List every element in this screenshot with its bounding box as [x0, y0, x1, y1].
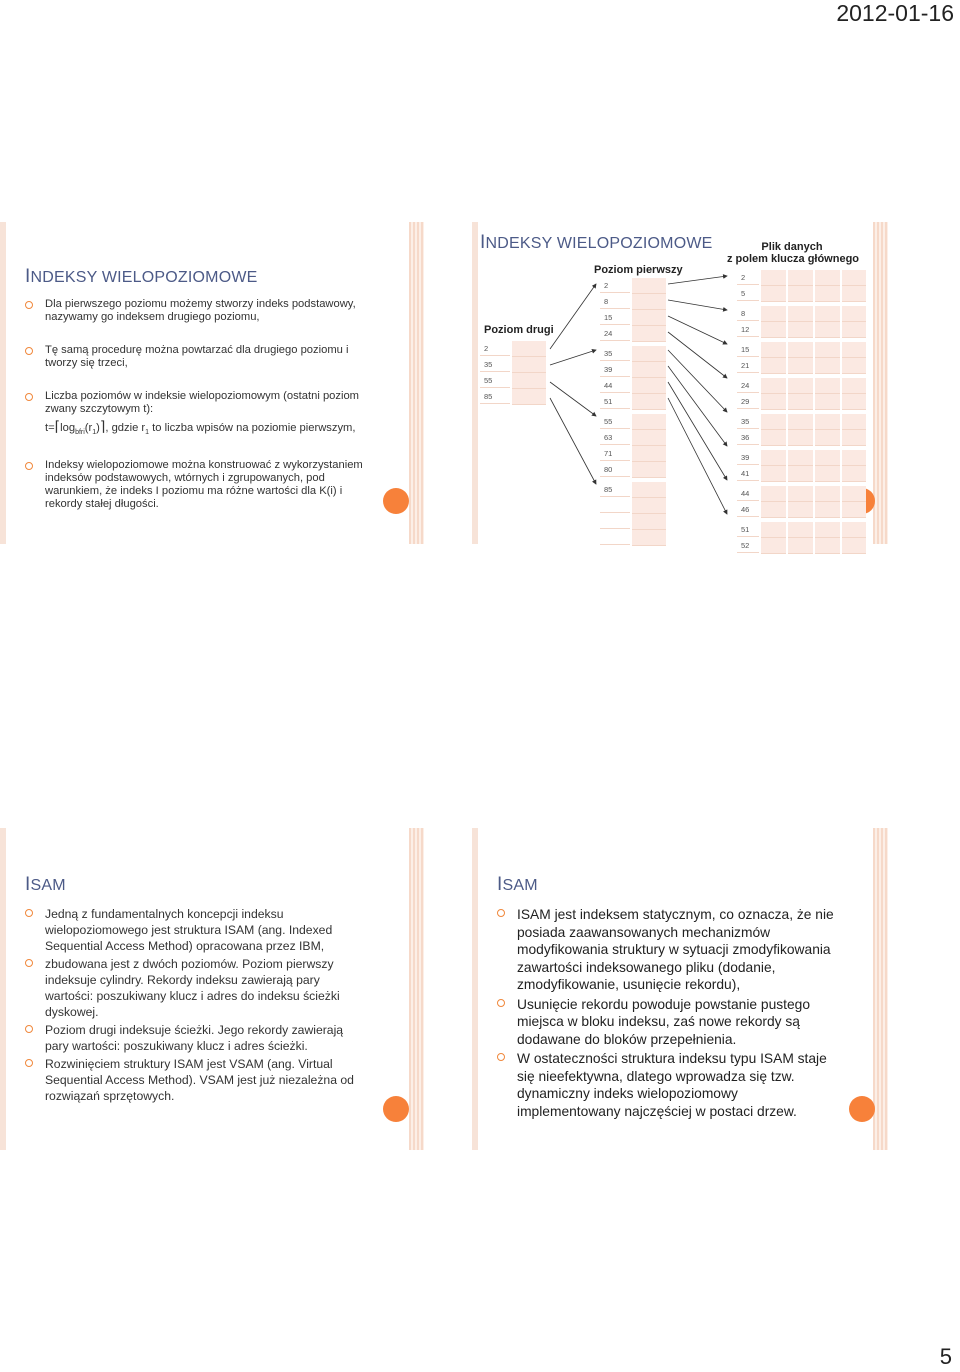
slide-multilevel-index-text [8, 222, 428, 544]
page-date: 2012-01-16 [836, 0, 954, 26]
bullet-icon [497, 909, 505, 917]
index-key-cell: 24 [600, 326, 630, 341]
record-key-cell: 52 [737, 538, 759, 553]
index-key-cell: 63 [600, 430, 630, 445]
slide-edge-decoration [0, 222, 6, 544]
slide-title: ISAM [25, 874, 66, 895]
list-item: W ostateczności struktura indeksu typu ISAM staje się nieefektywna, dlatego wprowadza się tzw. dynamiczny indeks wielopoziomowy implementowany najczęściej w postaci drzew. [495, 1050, 845, 1120]
record-key-cell: 8 [737, 306, 759, 321]
record-key-cell: 24 [737, 378, 759, 393]
list-item: Rozwinięciem struktury ISAM jest VSAM (ang. Virtual Sequential Access Method). VSAM jest już niezależna od rozwiązań sprzętowych. [23, 1056, 363, 1104]
list-item: Jedną z fundamentalnych koncepcji indeksu wielopoziomowego jest struktura ISAM (ang. Indexed Sequential Access Method) opracowana przez IBM, [23, 906, 363, 954]
slide-isam-details [472, 828, 892, 1150]
record-key-cell: 44 [737, 486, 759, 501]
slide-edge-decoration [472, 828, 478, 1150]
slide-multilevel-index-diagram [472, 222, 892, 550]
bullet-icon [25, 959, 33, 967]
list-item: Liczba poziomów w indeksie wielopoziomowym (ostatni poziom zwany szczytowym t): $t=⌈\log_{bfri}(r_1)⌉$, gdzie $r_1$ to liczba wpisów na poziomie pierwszym, [23, 390, 363, 439]
level2-index-block [480, 341, 548, 405]
list-item: Indeksy wielopoziomowe można konstruować z wykorzystaniem indeksów podstawowych, wtórnych i zgrupowanych, pod warunkiem, że indeks I poziomu ma różne wartości dla K(i) i rekordy stałej długości. [23, 459, 363, 511]
index-key-cell: 44 [600, 378, 630, 393]
orange-dot-decoration [383, 488, 409, 514]
record-key-cell: 5 [737, 286, 759, 301]
record-key-cell: 39 [737, 450, 759, 465]
bullet-icon [497, 1053, 505, 1061]
index-key-cell: 51 [600, 394, 630, 409]
slide-stripe-decoration [409, 222, 424, 544]
slide-title: INDEKSY WIELOPOZIOMOWE [25, 266, 258, 287]
orange-dot-decoration [383, 1096, 409, 1122]
list-item: Poziom drugi indeksuje ścieżki. Jego rekordy zawierają pary wartości: poszukiwany klucz i adres ścieżki. [23, 1022, 363, 1054]
page-number: 5 [939, 1344, 952, 1369]
index-key-cell [600, 514, 630, 529]
record-key-cell: 35 [737, 414, 759, 429]
index-key-cell: 15 [600, 310, 630, 325]
index-key-cell: 35 [600, 346, 630, 361]
level1-label: Poziom pierwszy [594, 264, 683, 276]
record-key-cell: 15 [737, 342, 759, 357]
index-key-cell: 85 [480, 389, 510, 404]
list-item: Dla pierwszego poziomu możemy stworzy indeks podstawowy, nazywamy go indeksem drugiego poziomu, [23, 298, 363, 324]
bullet-icon [25, 347, 33, 355]
bullet-icon [25, 462, 33, 470]
bullet-icon [25, 301, 33, 309]
record-key-cell: 36 [737, 430, 759, 445]
index-key-cell: 35 [480, 357, 510, 372]
record-key-cell: 51 [737, 522, 759, 537]
list-item: ISAM jest indeksem statycznym, co oznacza, że nie posiada zaawansowanych mechanizmów modyfikowania struktury w sytuacji zmodyfikowania zawartości indeksowanego pliku (dodanie, zmodyfikowanie, usunięcie rekordu), [495, 906, 845, 994]
level2-label: Poziom drugi [484, 324, 554, 336]
list-item: Tę samą procedurę można powtarzać dla drugiego poziomu i tworzy się trzeci, [23, 344, 363, 370]
record-key-cell: 46 [737, 502, 759, 517]
slide-isam-intro [8, 828, 428, 1150]
bullet-list [23, 906, 363, 1104]
index-key-cell [600, 498, 630, 513]
slide-stripe-decoration [409, 828, 424, 1150]
index-key-cell: 2 [600, 278, 630, 293]
record-key-cell: 21 [737, 358, 759, 373]
slide-edge-decoration [0, 828, 6, 1150]
slide-stripe-decoration [873, 828, 888, 1150]
slide-title: ISAM [497, 874, 538, 895]
index-key-cell: 71 [600, 446, 630, 461]
list-item: zbudowana jest z dwóch poziomów. Poziom pierwszy indeksuje cylindry. Rekordy indeksu zawierają pary wartości: poszukiwany klucz i adres do indeksu ścieżki dyskowej. [23, 956, 363, 1020]
data-file-blocks [737, 270, 868, 554]
bullet-icon [25, 1025, 33, 1033]
index-key-cell: 2 [480, 341, 510, 356]
bullet-icon [25, 1059, 33, 1067]
slide-title: INDEKSY WIELOPOZIOMOWE [480, 232, 713, 253]
index-key-cell [600, 530, 630, 545]
bullet-icon [25, 909, 33, 917]
index-key-cell: 55 [600, 414, 630, 429]
bullet-list [495, 906, 845, 1120]
index-key-cell: 55 [480, 373, 510, 388]
record-key-cell: 12 [737, 322, 759, 337]
datafile-label: Plik danych z polem klucza głównego [727, 241, 860, 265]
record-key-cell: 41 [737, 466, 759, 481]
formula-line: $t=⌈\log_{bfri}(r_1)⌉$, gdzie $r_1$ to liczba wpisów na poziomie pierwszym, [45, 418, 356, 437]
list-item: Usunięcie rekordu powoduje powstanie pustego miejsca w bloku indeksu, zaś nowe rekordy są dodawane do bloków przepełnienia. [495, 996, 845, 1049]
index-key-cell: 39 [600, 362, 630, 377]
record-key-cell: 2 [737, 270, 759, 285]
index-key-cell: 80 [600, 462, 630, 477]
bullet-icon [25, 393, 33, 401]
record-key-cell: 29 [737, 394, 759, 409]
bullet-list [23, 298, 363, 511]
orange-dot-decoration [849, 1096, 875, 1122]
level1-index-blocks [600, 278, 668, 546]
bullet-icon [497, 999, 505, 1007]
index-key-cell: 85 [600, 482, 630, 497]
index-key-cell: 8 [600, 294, 630, 309]
